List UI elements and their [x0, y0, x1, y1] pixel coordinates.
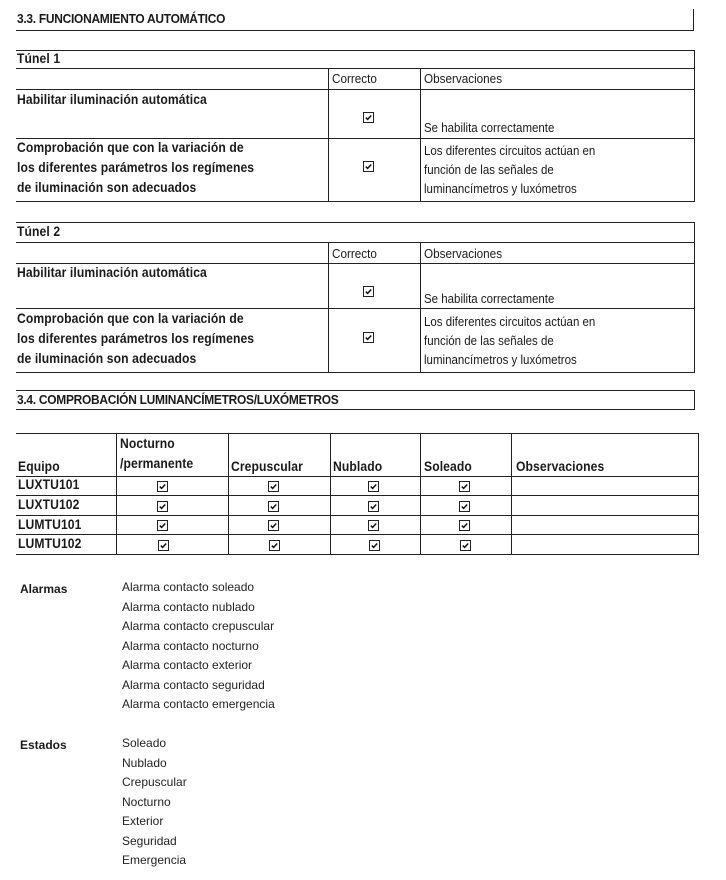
- row-observation-line: luminancímetros y luxómetros: [424, 182, 577, 196]
- table-col-divider: [511, 433, 512, 555]
- row-observation-line: luminancímetros y luxómetros: [424, 353, 577, 367]
- row-description: Habilitar iluminación automática: [17, 92, 207, 107]
- row-observation-line: Los diferentes circuitos actúan en: [424, 315, 596, 329]
- col-header-equipo: Equipo: [18, 459, 60, 474]
- alarma-item: Alarma contacto nocturno: [122, 638, 259, 653]
- section-34-title: 3.4. COMPROBACIÓN LUMINANCÍMETROS/LUXÓMETROS: [17, 392, 339, 407]
- row-observation-line: Los diferentes circuitos actúan en: [424, 144, 596, 158]
- table-right-border: [694, 222, 695, 373]
- equipo-cell: LUMTU101: [18, 517, 82, 532]
- correct-checkbox[interactable]: [363, 112, 374, 123]
- table-rule: [16, 433, 699, 434]
- nocturno-checkbox[interactable]: [158, 540, 169, 551]
- table-col-divider: [420, 242, 421, 373]
- soleado-checkbox[interactable]: [460, 540, 471, 551]
- table-rule: [16, 50, 695, 51]
- nocturno-checkbox[interactable]: [157, 520, 168, 531]
- row-observation: Se habilita correctamente: [424, 121, 555, 135]
- nublado-checkbox[interactable]: [368, 501, 379, 512]
- estados-label: Estados: [20, 738, 67, 752]
- row-description-line: Comprobación que con la variación de: [17, 140, 244, 155]
- table-rule: [16, 495, 699, 496]
- alarmas-list: [122, 578, 275, 715]
- row-description-line: de iluminación son adecuados: [17, 351, 197, 366]
- table-right-border: [694, 50, 695, 202]
- estado-item: Exterior: [122, 814, 164, 828]
- col-header-observaciones: Observaciones: [516, 459, 605, 474]
- alarma-item: Alarma contacto crepuscular: [122, 619, 275, 633]
- heading-underline: [16, 30, 694, 31]
- table-col-divider: [330, 433, 331, 555]
- correct-checkbox[interactable]: [363, 161, 374, 172]
- row-description-line: los diferentes parámetros los regímenes: [17, 160, 255, 175]
- heading-right-bar: [694, 390, 695, 410]
- equipo-cell: LUMTU102: [18, 536, 82, 551]
- table-col-divider: [420, 68, 421, 202]
- col-header-observaciones: Observaciones: [424, 246, 503, 261]
- correct-checkbox[interactable]: [363, 332, 374, 343]
- alarma-item: Alarma contacto nublado: [122, 599, 255, 614]
- heading-top-rule: [16, 390, 695, 391]
- tunel-title: Túnel 1: [17, 51, 61, 66]
- table-rule: [16, 308, 695, 309]
- table-rule: [16, 554, 699, 555]
- table-col-divider: [328, 242, 329, 373]
- heading-underline: [16, 409, 695, 410]
- table-right-border: [698, 433, 699, 555]
- soleado-checkbox[interactable]: [459, 501, 470, 512]
- section-33-title: 3.3. FUNCIONAMIENTO AUTOMÁTICO: [17, 11, 226, 26]
- estados-list: [122, 734, 187, 871]
- alarma-item: Alarma contacto exterior: [122, 658, 253, 672]
- crepuscular-checkbox[interactable]: [268, 501, 279, 512]
- col-header-nocturno-line1: Nocturno: [120, 436, 175, 451]
- col-header-nublado: Nublado: [333, 459, 383, 474]
- col-header-nocturno-line2: /permanente: [120, 456, 194, 471]
- table-rule: [16, 68, 695, 69]
- row-description-line: de iluminación son adecuados: [17, 180, 197, 195]
- estado-item: Crepuscular: [122, 775, 187, 789]
- alarma-item: Alarma contacto emergencia: [122, 697, 275, 711]
- alarma-item: Alarma contacto seguridad: [122, 677, 265, 692]
- nublado-checkbox[interactable]: [369, 540, 380, 551]
- heading-right-bar: [693, 9, 694, 31]
- table-rule: [16, 89, 695, 90]
- nocturno-checkbox[interactable]: [157, 481, 168, 492]
- nublado-checkbox[interactable]: [368, 520, 379, 531]
- table-rule: [16, 372, 695, 373]
- nocturno-checkbox[interactable]: [157, 501, 168, 512]
- alarma-item: Alarma contacto soleado: [122, 580, 255, 594]
- table-rule: [16, 201, 695, 202]
- table-col-divider: [420, 433, 421, 555]
- estado-item: Soleado: [122, 736, 167, 750]
- col-header-soleado: Soleado: [424, 459, 472, 474]
- table-col-divider: [228, 433, 229, 555]
- estado-item: Seguridad: [122, 833, 177, 848]
- table-col-divider: [116, 433, 117, 555]
- tunel-title: Túnel 2: [17, 224, 61, 239]
- table-rule: [16, 534, 699, 535]
- col-header-correcto: Correcto: [332, 71, 377, 86]
- table-rule: [16, 476, 699, 477]
- col-header-correcto: Correcto: [332, 246, 377, 261]
- correct-checkbox[interactable]: [363, 286, 374, 297]
- row-description-line: Comprobación que con la variación de: [17, 311, 244, 326]
- table-rule: [16, 515, 699, 516]
- row-description-line: los diferentes parámetros los regímenes: [17, 331, 255, 346]
- crepuscular-checkbox[interactable]: [268, 481, 279, 492]
- row-description: Habilitar iluminación automática: [17, 265, 207, 280]
- table-rule: [16, 242, 695, 243]
- row-observation: Se habilita correctamente: [424, 292, 555, 306]
- estado-item: Nocturno: [122, 794, 171, 809]
- soleado-checkbox[interactable]: [459, 481, 470, 492]
- soleado-checkbox[interactable]: [459, 520, 470, 531]
- col-header-crepuscular: Crepuscular: [231, 459, 303, 474]
- estado-item: Emergencia: [122, 853, 187, 867]
- nublado-checkbox[interactable]: [368, 481, 379, 492]
- crepuscular-checkbox[interactable]: [268, 520, 279, 531]
- equipo-cell: LUXTU101: [18, 477, 80, 492]
- row-observation-line: función de las señales de: [424, 163, 554, 177]
- row-observation-line: función de las señales de: [424, 334, 554, 348]
- table-col-divider: [328, 68, 329, 202]
- equipo-cell: LUXTU102: [18, 497, 80, 512]
- alarmas-label: Alarmas: [20, 582, 68, 596]
- table-rule: [16, 222, 695, 223]
- col-header-observaciones: Observaciones: [424, 71, 503, 86]
- estado-item: Nublado: [122, 755, 167, 770]
- crepuscular-checkbox[interactable]: [269, 540, 280, 551]
